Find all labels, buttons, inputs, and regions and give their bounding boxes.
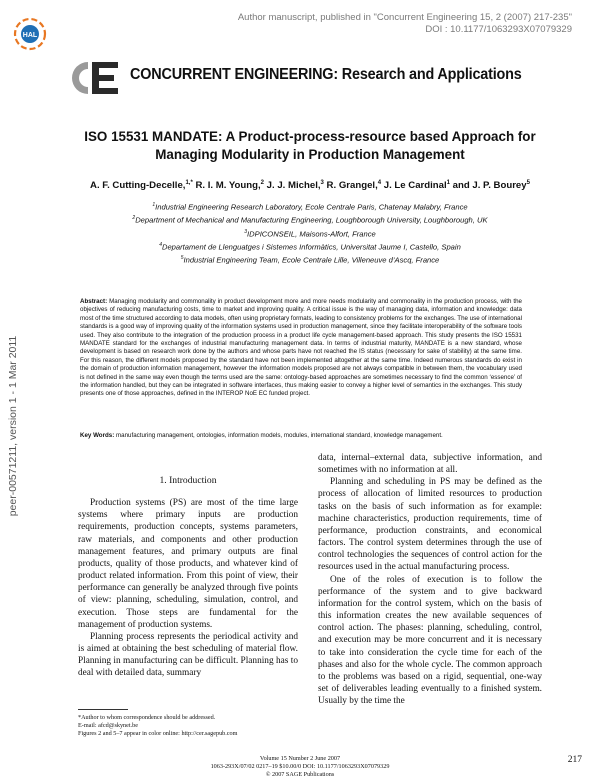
affiliation-text: Department of Mechanical and Manufacturing Engineering, Loughborough University, Loughborough, UK: [135, 215, 488, 225]
keywords: [80, 432, 522, 440]
author-name: and J. P. Bourey: [450, 180, 527, 192]
footer-doi: 1063-293X/07/02 0217–19 $10.00/0 DOI: 10.1177/1063293X07079329: [210, 763, 390, 770]
author-name: R. Grangel,: [323, 180, 378, 192]
author-sup: 2: [260, 180, 265, 186]
affiliation-line: [60, 213, 560, 226]
affiliation-line: [60, 240, 560, 253]
affiliation-sup: 3: [244, 228, 248, 235]
keywords-label: Key Words:: [80, 432, 115, 439]
abstract-label: Abstract:: [80, 298, 108, 305]
body-column-left: [78, 475, 298, 680]
ce-mark-graphic: [58, 58, 128, 98]
footer-copyright: © 2007 SAGE Publications: [265, 771, 335, 778]
hal-logo-graphic: [12, 16, 48, 52]
footer-volume: Volume 15 Number 2 June 2007: [259, 755, 341, 762]
journal-title: CONCURRENT ENGINEERING: Research and Applications: [130, 66, 522, 83]
author-sup: 5: [526, 180, 530, 186]
body-column-right: [318, 452, 542, 707]
affiliation-line: [60, 200, 560, 213]
footnote: Figures 2 and 5–7 appear in color online: http://cer.sagepub.com: [78, 730, 238, 737]
body-paragraph: Planning and scheduling in PS may be defined as the process of allocation of limited resources to production tasks on the basis of such information as for example: machine characteristics, production requirements, time of performance, production constraints, and economical factors. The control system determines through the use of control technologies the sequences of control action for the resources used in the actual manufacturing process.: [318, 477, 542, 573]
affiliation-text: Departament de Llenguatges i Sistemes Informàtics, Universitat Jaume I, Castello, Spain: [161, 242, 461, 252]
author-sup: 4: [377, 180, 382, 186]
affiliations: [60, 200, 560, 267]
hal-logo: [12, 16, 48, 52]
hal-logo-text: HAL: [22, 32, 38, 39]
abstract-text: Managing modularity and commonality in product development more and more needs modularity and commonality in the production process, with the objectives of reducing manufacturing costs, time to market and improving quality. A critical issue is the way of managing data, information and knowledge: data most of the time structured according to data models, often using proprietary formats, leading to consistency problems for the exchanges. The use of international standards is a good way of improving quality of the information systems used in production management, since they facilitate interoperability of the software tools used. They also contribute to the integration of the production process in a product life cycle management-based approach. This study presents the ISO 15531 MANDATE standard for the exchanges of industrial manufacturing management data. In terms of industrial maturity, MANDATE is a new standard, whose development is based on research work done by the authors and whose parts have not reached the IS status (necessary for sake of stability) at the same time. For this reason, the different models proposed by the standard have not been implemented altogether at the same time. Indeed numerous standards do exist in the domain of production information management, however the information models proposed are not always compatible in between them, the vocabulary used is not defined in the same way even though the terms used are the same: ontology-based approaches are sometimes necessary to find the common ‘essence’ of the information handled, but they can be integrated in software interfaces, thus making easier to convey a higher level of semantics in the exchanges. This study presents one of those approaches, defined in the INTEROP NoE EC funded project.: [80, 298, 522, 398]
paper-title-line-1: ISO 15531 MANDATE: A Product-process-resource based Approach for: [84, 129, 536, 144]
manuscript-note: [212, 12, 572, 36]
page-footer: [100, 755, 500, 779]
author-list: [70, 180, 550, 191]
author-name: J. J. Michel,: [264, 180, 321, 192]
footnotes: [78, 714, 298, 738]
affiliation-line: [60, 227, 560, 240]
body-paragraph: Planning process represents the periodical activity and is aimed at obtaining the best scheduling of material flow. Planning in manufacturing can be difficult. Planning has to deal with detailed data, summary: [78, 631, 298, 679]
affiliation-text: IDPICONSEIL, Maisons-Alfort, France: [247, 229, 376, 239]
journal-ce-mark: [58, 58, 128, 98]
affiliation-sup: 5: [180, 255, 184, 262]
author-sup: 1: [446, 180, 450, 186]
manuscript-citation: Author manuscript, published in "Concurrent Engineering 15, 2 (2007) 217-235": [237, 12, 572, 23]
body-paragraph: Production systems (PS) are most of the time large systems where primary inputs are production requirements, production concepts, systems parameters, raw materials, and components and other production management features, and primary outputs are final products, quality of those products, and whatever kind of product related information. From this point of view, their performance can generally be analyzed through five points of view: planning, scheduling, simulation, control, and execution. Those steps are fundamental for the management of production systems.: [78, 498, 298, 630]
body-paragraph: data, internal–external data, subjective information, and sometimes with no information at all.: [318, 453, 542, 476]
page-number: 217: [567, 755, 582, 765]
affiliation-text: Industrial Engineering Team, Ecole Centrale Lille, Villeneuve d’Ascq, France: [183, 255, 440, 265]
hal-side-identifier: peer-00571211, version 1 - 1 Mar 2011: [7, 335, 19, 517]
paper-title-line-2: Managing Modularity in Production Management: [155, 147, 465, 162]
author-sup: 1,*: [185, 180, 193, 186]
affiliation-sup: 2: [132, 215, 136, 222]
affiliation-sup: 4: [159, 241, 162, 248]
author-name: R. I. M. Young,: [192, 180, 261, 192]
author-name: J. Le Cardinal: [381, 180, 447, 192]
abstract: [80, 298, 522, 399]
author-sup: 3: [320, 180, 324, 186]
manuscript-doi[interactable]: DOI : 10.1177/1063293X07079329: [425, 24, 572, 35]
author-name: A. F. Cutting-Decelle,: [90, 180, 186, 192]
footnote-rule: [78, 709, 128, 710]
affiliation-text: Industrial Engineering Research Laboratory, Ecole Centrale Paris, Chatenay Malabry, France: [155, 202, 468, 212]
keywords-text: manufacturing management, ontologies, information models, modules, international standard, knowledge management.: [116, 432, 443, 439]
affiliation-sup: 1: [152, 202, 156, 208]
footnote: *Author to whom correspondence should be addressed.: [78, 714, 216, 721]
affiliation-line: [60, 253, 560, 266]
footnote: E-mail: afcd@skynet.be: [78, 722, 138, 729]
paper-title: [70, 128, 550, 164]
section-heading: 1. Introduction: [159, 475, 217, 486]
body-paragraph: One of the roles of execution is to follow the performance of the system and to give backward information for the control system, which on the basis of this information creates the new available sequences of control action. The phases: planning, scheduling, control, and execution may be more concurrent and it is necessary to take into consideration the cycle time for each of the phases and also for the whole cycle. The common approach to the problems was based on a rigid, sequential, one-way set of deliverables leading eventually to a finished system. Usually by the time the: [318, 574, 542, 707]
